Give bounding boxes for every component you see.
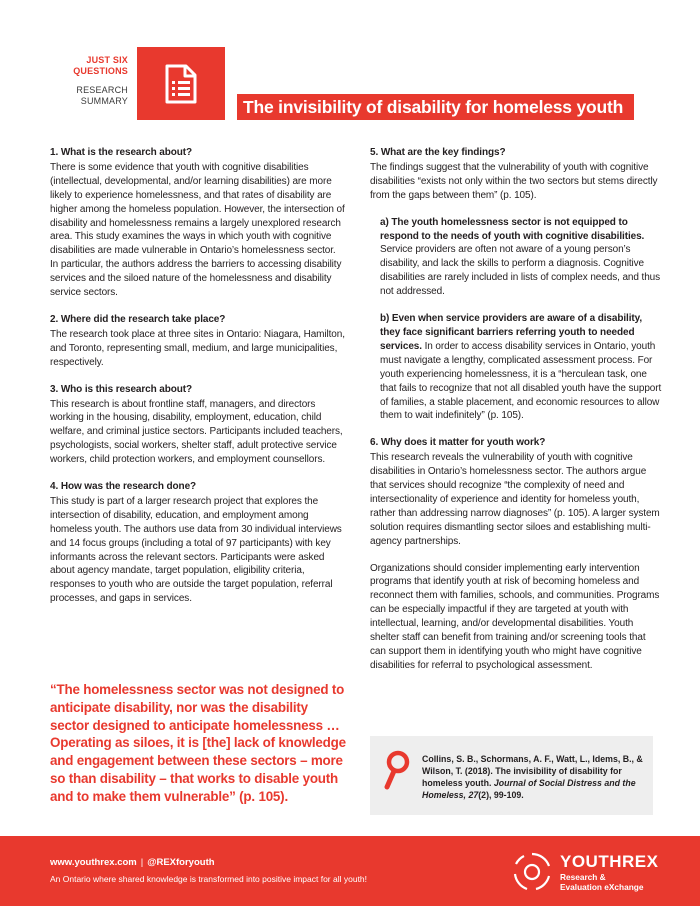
magnifier-icon xyxy=(384,750,412,790)
q6-heading: 6. Why does it matter for youth work? xyxy=(370,437,546,449)
q2-heading: 2. Where did the research take place? xyxy=(50,313,226,325)
citation-text xyxy=(422,753,644,801)
citation-authors-title: Collins, S. B., Schormans, A. F., Watt, L., Idems, B., & Wilson, T. (2018). The invisibility of disability for homeless youth. xyxy=(422,754,643,789)
logo-name: YOUTHREX xyxy=(560,852,659,871)
series-label-line1: JUST SIX xyxy=(86,55,128,65)
website-link[interactable]: www.youthrex.com xyxy=(50,857,137,868)
document-icon-box xyxy=(137,47,225,120)
q5-body: The findings suggest that the vulnerability of youth with cognitive disabilities “exists not only within the two sectors but stems directly from the gaps between them” (p. 105). xyxy=(370,161,658,201)
finding-b xyxy=(370,312,662,423)
pull-quote: “The homelessness sector was not designed to anticipate disability, nor was the disability sector designed to anticipate homelessness … Operating as siloes, it is [the] lack of knowledge and engagement between these sectors – more so than disability – that works to disable youth and to make them vulnerable” (p. 105). xyxy=(50,682,346,804)
citation-issue-pages: (2), 99-109. xyxy=(478,790,524,801)
q6-body2: Organizations should consider implementing early intervention programs that identify youth at risk of becoming homeless and reconnect them with families, schools, and communities. Programs can be especially impactful if they are targeted at youth with intellectual, learning, and/or developmental disabilities. Youth shelter staff can benefit from training and/or screening tools that can support them in identifying youth who might have cognitive disabilities for referral to psychological assessment. xyxy=(370,562,660,671)
section-q6 xyxy=(370,436,662,673)
q1-heading: 1. What is the research about? xyxy=(50,147,193,158)
citation-box xyxy=(370,736,653,815)
series-label-line2: QUESTIONS xyxy=(73,66,128,76)
logo-sub-line1: Research & xyxy=(560,872,606,882)
section-q4 xyxy=(50,480,346,606)
q5-heading: 5. What are the key findings? xyxy=(370,147,506,158)
section-q5 xyxy=(370,146,662,423)
finding-a-body: Service providers are often not aware of a young person’s disability, and lack the skills to perform a diagnosis. Cognitive disabilities are rarely included in lists of complex needs, and thus not addressed. xyxy=(380,244,661,298)
type-label-line2: SUMMARY xyxy=(80,96,128,106)
page-title: The invisibility of disability for homeless youth xyxy=(237,94,634,120)
section-q2 xyxy=(50,313,346,370)
logo-sub-line2: Evaluation eXchange xyxy=(560,882,644,892)
finding-b-lead: b) Even when service providers are aware of a disability, they face significant barriers referring youth to needed services. xyxy=(380,313,643,352)
q3-body: This research is about frontline staff, managers, and directors working in the housing, disability, employment, education, child welfare, and criminal justice sectors. Participants included teachers, psychologists, social workers, shelter staff, adult protective service workers, child protection workers, and employment counsellors. xyxy=(50,398,343,466)
section-q3 xyxy=(50,383,346,467)
citation-journal: Journal of Social Distress and the Homeless, 27 xyxy=(422,778,636,801)
q3-heading: 3. Who is this research about? xyxy=(50,383,193,395)
finding-a-lead: a) The youth homelessness sector is not equipped to respond to the needs of youth with cognitive disabilities. xyxy=(380,216,645,242)
footer xyxy=(0,836,700,906)
right-column xyxy=(370,146,662,686)
finding-b-body: In order to access disability services in Ontario, youth must navigate a lengthy, complicated assessment process. For youth experiencing homelessness, it is a “herculean task, one that fails to recognize that not all disabled youth have the support of families, a stable placement, and economic resources to allow them to wait indefinitely” (p. 105). xyxy=(380,340,662,422)
social-handle-link[interactable]: @REXforyouth xyxy=(147,857,215,868)
youthrex-logo-icon xyxy=(512,852,552,892)
finding-a xyxy=(370,216,662,299)
footer-separator: | xyxy=(140,857,144,868)
type-label-line1: RESEARCH xyxy=(76,85,128,95)
document-icon xyxy=(164,64,198,104)
q6-body: This research reveals the vulnerability of youth with cognitive disabilities in Ontario’s homelessness sector. The authors argue that services should recognize “the complexity of need and intersectionality of experience and identity for homeless youth, rather than addressing narrow diagnoses” (p. 105). A larger system solution requires dismantling sector siloes and establishing multi-agency partnerships. xyxy=(370,452,660,547)
logo-subtitle xyxy=(560,872,643,892)
q4-body: This study is part of a larger research project that explores the intersection of disability, education, and employment among homeless youth. The authors use data from 30 individual interviews and 14 focus groups (including a total of 97 participants) with key informants across the relevant sectors. Participants were asked about agency mandate, target population, eligibility criteria, responses to youth who are outside the target population, referral processes, and gaps in services. xyxy=(50,495,342,605)
q1-body: There is some evidence that youth with cognitive disabilities (intellectual, developmental, and/or learning disabilities) are more likely to experience homelessness, and that rates of disability are higher among the homeless population. However, the intersection of disability and homelessness remains a largely unexplored research area. This study examines the ways in which youth with cognitive disabilities are made vulnerable in Ontario’s homelessness sector. In particular, the authors address the barriers to accessing disability services and the siloed nature of the homelessness and disability service sectors. xyxy=(50,161,345,299)
section-q1 xyxy=(50,146,346,300)
series-label xyxy=(62,55,128,107)
q2-body: The research took place at three sites in Ontario: Niagara, Hamilton, and Toronto, representing small, medium, and large municipalities, respectively. xyxy=(50,328,345,368)
q4-heading: 4. How was the research done? xyxy=(50,481,197,493)
footer-links xyxy=(50,857,215,868)
footer-tagline: An Ontario where shared knowledge is transformed into positive impact for all youth! xyxy=(50,874,368,884)
youthrex-logo xyxy=(512,850,662,896)
left-column xyxy=(50,146,346,619)
